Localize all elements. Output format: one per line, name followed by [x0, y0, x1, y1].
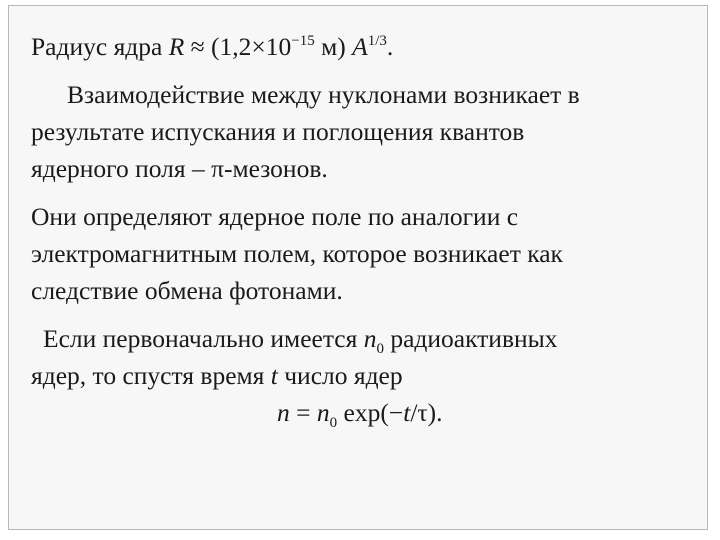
paragraph-2-line-3: следствие обмена фотонами.	[31, 276, 343, 305]
slide-frame	[8, 5, 708, 530]
radius-formula-line	[31, 28, 691, 65]
radius-unit: м)	[314, 32, 353, 61]
var-t: t	[270, 361, 278, 390]
var-A: A	[352, 32, 368, 61]
radius-exponent: −15	[291, 33, 315, 49]
paragraph-2-line-2: электромагнитным полем, которое возникает как	[31, 239, 563, 268]
p3-prefix: Если первоначально имеется	[43, 324, 364, 353]
paragraph-3-line-2	[31, 357, 691, 394]
slide-text	[31, 28, 691, 431]
radius-end: .	[386, 32, 394, 61]
formula-t: t	[403, 398, 411, 427]
decay-formula	[31, 394, 691, 431]
radius-power: 1/3	[367, 33, 387, 49]
var-R: R	[168, 32, 185, 61]
p3-line2-prefix: ядер, то спустя время	[31, 361, 271, 390]
formula-slash-tau: /τ).	[410, 398, 443, 427]
formula-eq: =	[289, 398, 317, 427]
paragraph-3-line-1	[31, 320, 691, 357]
paragraph-interaction	[31, 76, 691, 187]
formula-n0-sub: 0	[329, 415, 338, 431]
var-n-sub: 0	[376, 341, 384, 357]
p3-line2-suffix: число ядер	[277, 361, 403, 390]
formula-n: n	[277, 398, 290, 427]
radius-prefix: Радиус ядра	[31, 32, 169, 61]
formula-n0: n	[316, 398, 330, 427]
paragraph-1-line-3: ядерного поля – π-мезонов.	[31, 154, 328, 183]
formula-exp-open: exp(−	[337, 398, 404, 427]
paragraph-1-line-1: Взаимодействие между нуклонами возникает в	[67, 80, 580, 109]
p3-suffix: радиоактивных	[383, 324, 558, 353]
radius-approx: ≈ (1,2×10	[184, 32, 292, 61]
var-n: n	[363, 324, 377, 353]
paragraph-1-line-2: результате испускания и поглощения квантов	[31, 117, 525, 146]
paragraph-decay	[31, 320, 691, 431]
paragraph-field-analogy	[31, 198, 691, 309]
paragraph-2-line-1: Они определяют ядерное поле по аналогии с	[31, 202, 519, 231]
